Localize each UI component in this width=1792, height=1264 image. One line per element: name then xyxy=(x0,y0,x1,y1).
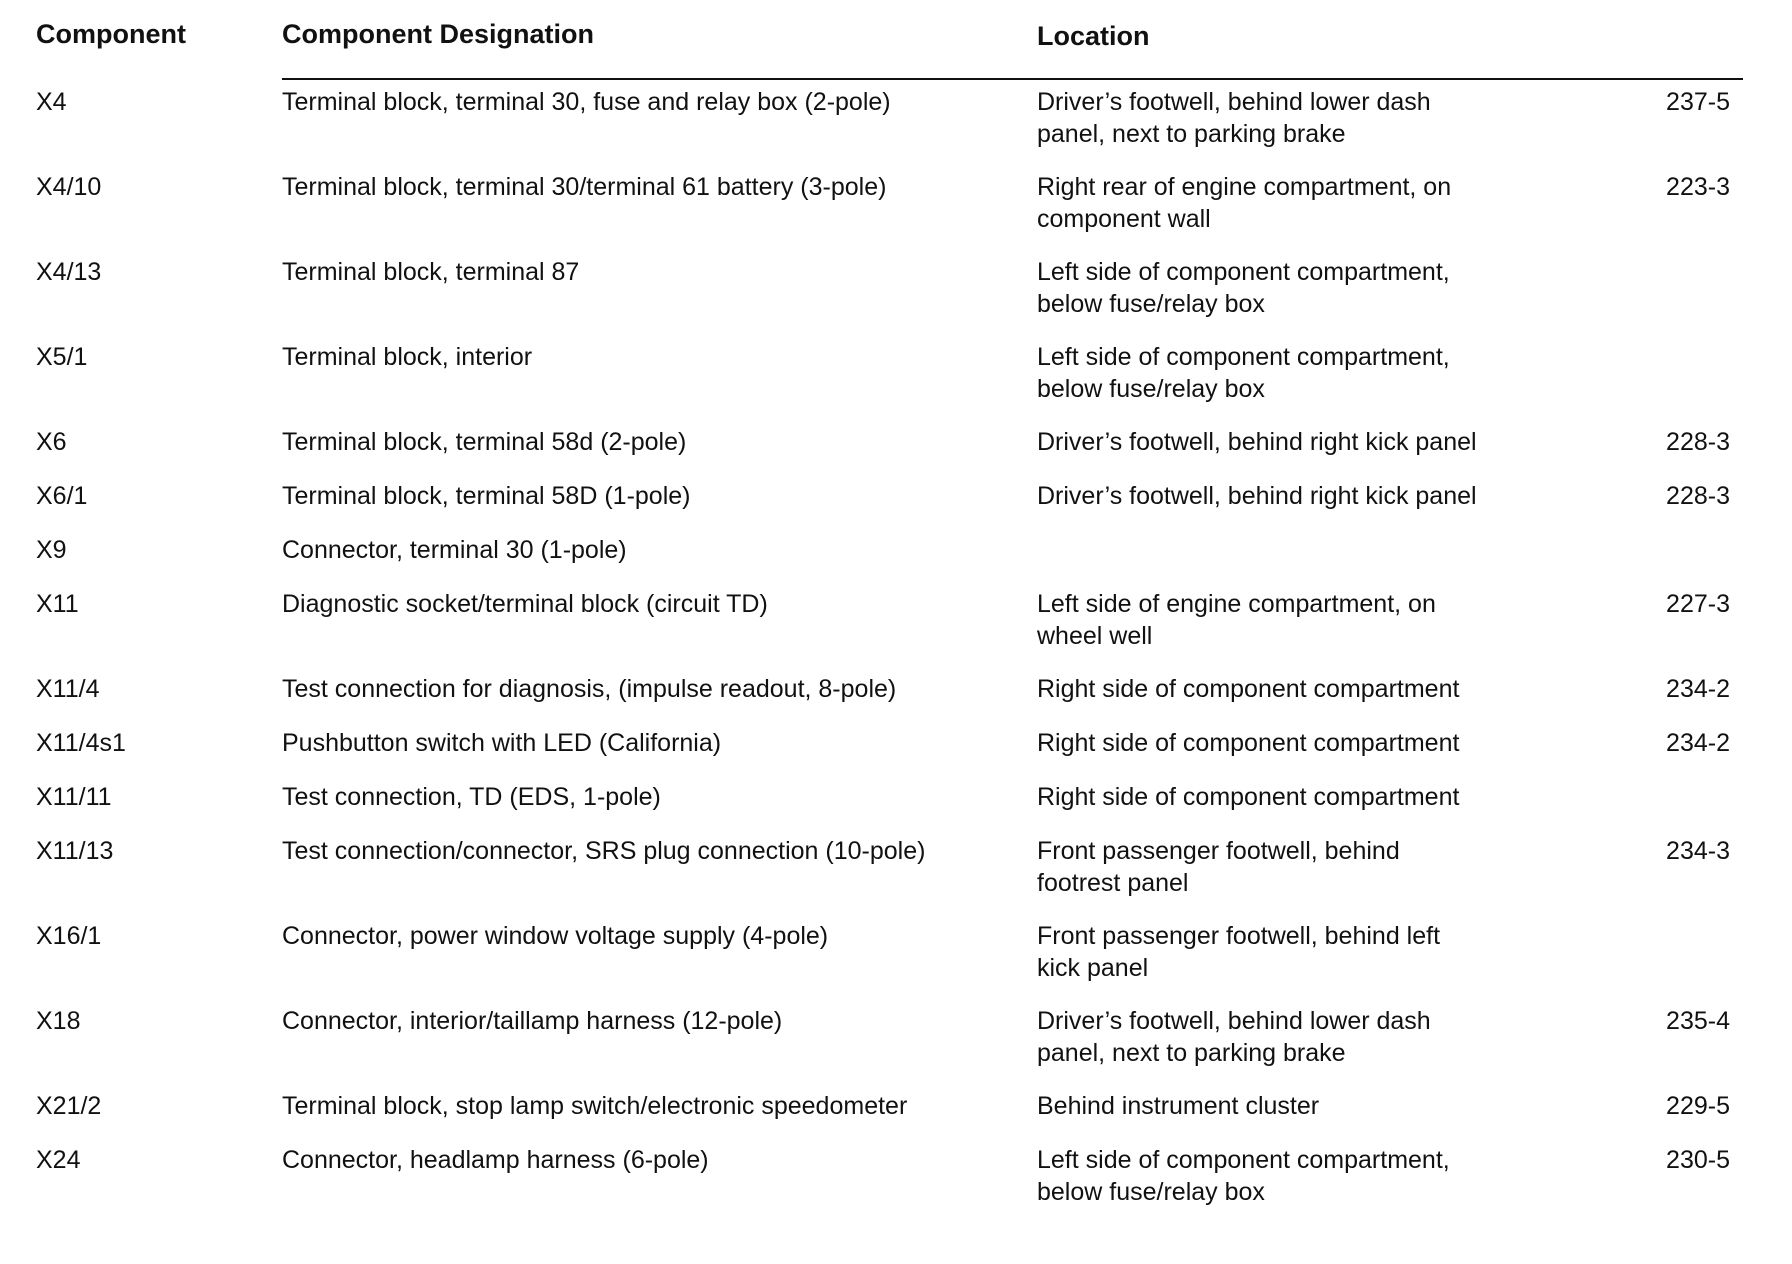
component-designation: Test connection/connector, SRS plug connection (10-pole) xyxy=(282,837,926,865)
table-row xyxy=(0,920,1792,1005)
page-reference: 234-2 xyxy=(1666,729,1730,757)
component-designation: Diagnostic socket/terminal block (circuit TD) xyxy=(282,590,768,618)
component-location xyxy=(1037,781,1597,813)
header-rule xyxy=(282,78,1743,80)
table-row xyxy=(0,1005,1792,1090)
component-code: X16/1 xyxy=(36,922,102,950)
table-row xyxy=(0,588,1792,673)
component-designation: Connector, terminal 30 (1-pole) xyxy=(282,536,627,564)
table-header xyxy=(0,0,1792,80)
component-designation: Connector, interior/taillamp harness (12-pole) xyxy=(282,1007,783,1035)
component-code: X4/13 xyxy=(36,258,102,286)
location-line: Front passenger footwell, behind xyxy=(1037,837,1400,865)
component-code: X9 xyxy=(36,536,67,564)
component-code: X24 xyxy=(36,1146,81,1174)
table-row xyxy=(0,781,1792,835)
location-line: below fuse/relay box xyxy=(1037,375,1265,403)
location-line: component wall xyxy=(1037,205,1211,233)
component-location xyxy=(1037,1090,1597,1122)
component-designation: Terminal block, terminal 30, fuse and relay box (2-pole) xyxy=(282,88,891,116)
component-code: X21/2 xyxy=(36,1092,102,1120)
table-body xyxy=(0,86,1792,1229)
component-location xyxy=(1037,588,1597,652)
page-reference: 234-2 xyxy=(1666,675,1730,703)
table-row xyxy=(0,426,1792,480)
component-code: X11/4 xyxy=(36,675,100,703)
component-location xyxy=(1037,920,1597,984)
component-designation: Terminal block, terminal 58d (2-pole) xyxy=(282,428,687,456)
component-location xyxy=(1037,480,1597,512)
component-designation: Terminal block, terminal 58D (1-pole) xyxy=(282,482,691,510)
location-line: footrest panel xyxy=(1037,869,1189,897)
component-location xyxy=(1037,835,1597,899)
table-row xyxy=(0,480,1792,534)
table-row xyxy=(0,727,1792,781)
component-code: X4/10 xyxy=(36,173,102,201)
location-line: Left side of component compartment, xyxy=(1037,258,1450,286)
table-row xyxy=(0,86,1792,171)
location-line: Behind instrument cluster xyxy=(1037,1092,1320,1120)
page-reference: 229-5 xyxy=(1666,1092,1730,1120)
component-designation: Pushbutton switch with LED (California) xyxy=(282,729,722,757)
page-reference: 223-3 xyxy=(1666,173,1730,201)
location-line: Driver’s footwell, behind right kick panel xyxy=(1037,482,1477,510)
component-designation: Terminal block, stop lamp switch/electronic speedometer xyxy=(282,1092,908,1120)
component-designation: Terminal block, interior xyxy=(282,343,533,371)
location-line: Left side of component compartment, xyxy=(1037,343,1450,371)
table-row xyxy=(0,835,1792,920)
component-location xyxy=(1037,256,1597,320)
location-line: Left side of component compartment, xyxy=(1037,1146,1450,1174)
component-designation: Test connection, TD (EDS, 1-pole) xyxy=(282,783,661,811)
component-designation: Test connection for diagnosis, (impulse readout, 8-pole) xyxy=(282,675,897,703)
header-location: Location xyxy=(1037,21,1150,51)
table-row xyxy=(0,1144,1792,1229)
location-line: Front passenger footwell, behind left xyxy=(1037,922,1441,950)
location-line: Driver’s footwell, behind lower dash xyxy=(1037,1007,1431,1035)
table-row xyxy=(0,171,1792,256)
location-line: Left side of engine compartment, on xyxy=(1037,590,1436,618)
table-row xyxy=(0,673,1792,727)
component-designation: Terminal block, terminal 30/terminal 61 battery (3-pole) xyxy=(282,173,887,201)
component-designation: Terminal block, terminal 87 xyxy=(282,258,580,286)
page-reference: 234-3 xyxy=(1666,837,1730,865)
component-designation: Connector, power window voltage supply (4-pole) xyxy=(282,922,829,950)
page-reference: 228-3 xyxy=(1666,482,1730,510)
page-reference: 237-5 xyxy=(1666,88,1730,116)
location-line: Right side of component compartment xyxy=(1037,783,1460,811)
location-line: Driver’s footwell, behind lower dash xyxy=(1037,88,1431,116)
component-code: X11/13 xyxy=(36,837,114,865)
table-row xyxy=(0,256,1792,341)
location-line: wheel well xyxy=(1037,622,1153,650)
table-row xyxy=(0,534,1792,588)
location-line: Right side of component compartment xyxy=(1037,675,1460,703)
location-line: kick panel xyxy=(1037,954,1149,982)
component-location xyxy=(1037,1005,1597,1069)
location-line: Right rear of engine compartment, on xyxy=(1037,173,1452,201)
location-line: below fuse/relay box xyxy=(1037,1178,1265,1206)
component-code: X4 xyxy=(36,88,67,116)
component-code: X18 xyxy=(36,1007,81,1035)
header-component: Component xyxy=(36,19,186,49)
component-location xyxy=(1037,426,1597,458)
location-line: below fuse/relay box xyxy=(1037,290,1265,318)
component-designation: Connector, headlamp harness (6-pole) xyxy=(282,1146,709,1174)
component-code: X11 xyxy=(36,590,79,618)
component-location xyxy=(1037,673,1597,705)
component-location xyxy=(1037,1144,1597,1208)
page-reference: 235-4 xyxy=(1666,1007,1730,1035)
location-line: panel, next to parking brake xyxy=(1037,1039,1346,1067)
page-reference: 227-3 xyxy=(1666,590,1730,618)
component-code: X5/1 xyxy=(36,343,88,371)
component-location xyxy=(1037,171,1597,235)
component-location xyxy=(1037,86,1597,150)
component-location xyxy=(1037,341,1597,405)
table-row xyxy=(0,1090,1792,1144)
component-code: X6 xyxy=(36,428,67,456)
page-reference: 230-5 xyxy=(1666,1146,1730,1174)
location-line: Driver’s footwell, behind right kick panel xyxy=(1037,428,1477,456)
component-code: X6/1 xyxy=(36,482,88,510)
header-designation: Component Designation xyxy=(282,19,594,49)
page-reference: 228-3 xyxy=(1666,428,1730,456)
table-row xyxy=(0,341,1792,426)
component-location xyxy=(1037,727,1597,759)
component-code: X11/11 xyxy=(36,783,112,811)
location-line: Right side of component compartment xyxy=(1037,729,1460,757)
component-code: X11/4s1 xyxy=(36,729,126,757)
location-line: panel, next to parking brake xyxy=(1037,120,1346,148)
